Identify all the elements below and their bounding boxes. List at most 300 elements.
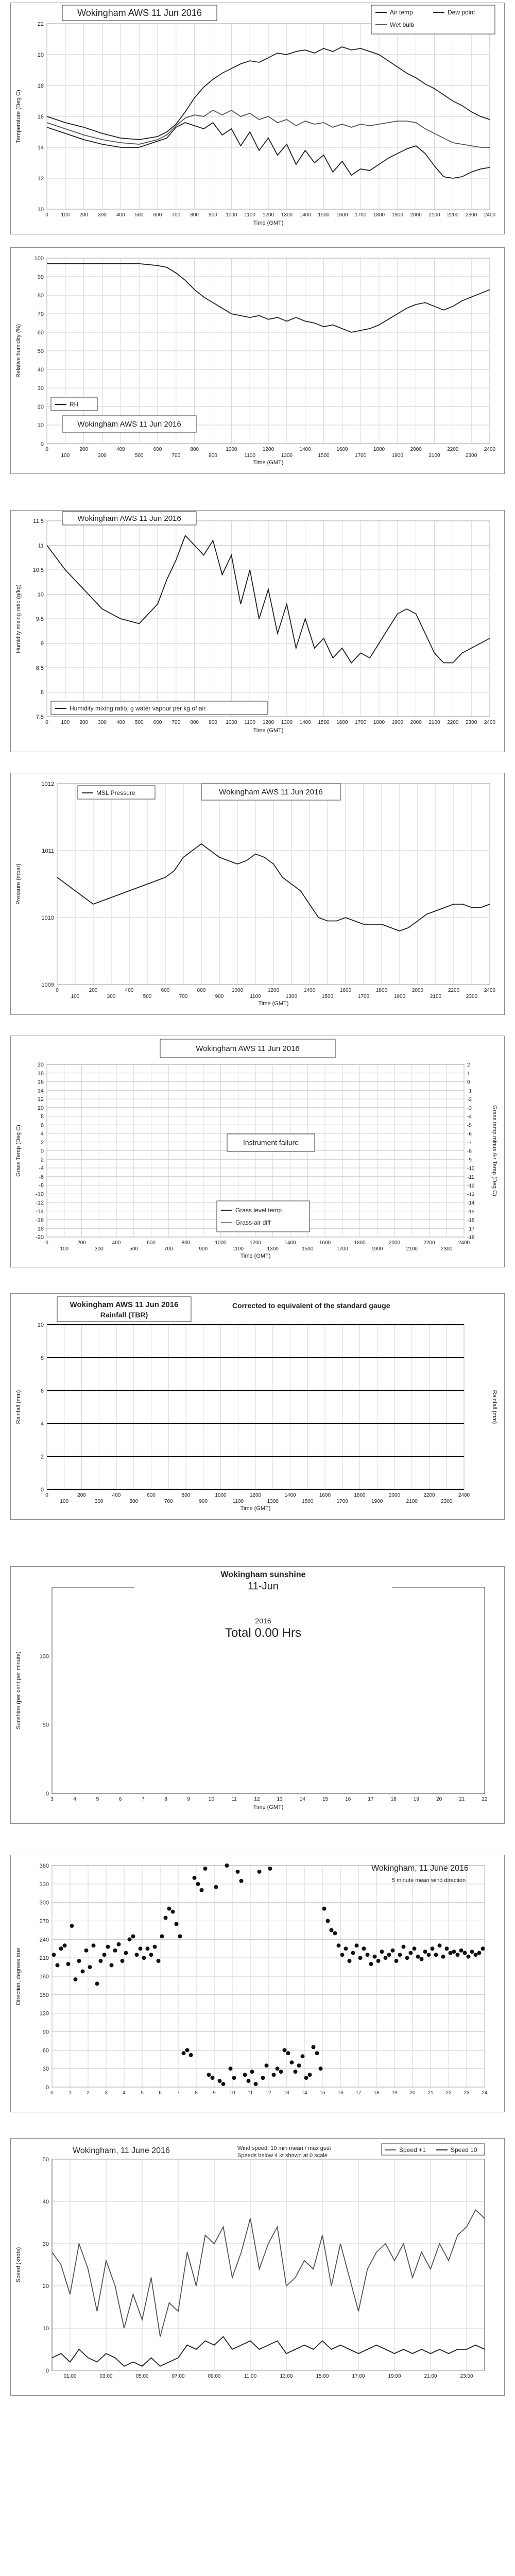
x-tick-label: 100: [61, 453, 70, 459]
wind-direction-point: [348, 1959, 352, 1963]
chart-title: Wokingham AWS 11 Jun 2016: [219, 788, 323, 796]
wind-direction-point: [77, 1959, 81, 1963]
wind-direction-point: [387, 1953, 391, 1957]
y-tick-label: 0: [40, 1148, 44, 1155]
wind-direction-point: [113, 1948, 117, 1953]
x-tick-label: 1300: [267, 1246, 279, 1252]
x-tick-label: 2400: [484, 212, 496, 218]
x-tick-label: 09:00: [208, 2374, 221, 2379]
x-tick-label: 4: [123, 2090, 126, 2096]
x-axis-label: Time (GMT): [253, 727, 284, 734]
x-tick-label: 200: [79, 447, 89, 452]
x-tick-label: 400: [116, 212, 125, 218]
x-tick-label: 4: [73, 1797, 76, 1802]
x-tick-label: 1500: [318, 720, 330, 725]
y-right-tick-label: -9: [467, 1157, 472, 1163]
x-tick-label: 700: [179, 994, 188, 999]
x-tick-label: 1000: [231, 988, 244, 993]
wind-direction-point: [117, 1942, 121, 1946]
wind-direction-point: [459, 1948, 464, 1953]
x-tick-label: 300: [94, 1246, 104, 1252]
wind-direction-point: [258, 1870, 262, 1874]
x-tick-label: 1300: [285, 994, 298, 999]
x-tick-label: 800: [181, 1493, 191, 1498]
x-tick-label: 9: [213, 2090, 216, 2096]
x-tick-label: 12: [254, 1797, 260, 1802]
wind-direction-point: [203, 1867, 208, 1871]
humidity-chart-panel: [10, 247, 505, 474]
wind-direction-point: [326, 1919, 330, 1923]
wind-direction-point: [322, 1907, 327, 1911]
x-tick-label: 1200: [262, 447, 274, 452]
chart-year: 2016: [255, 1617, 271, 1625]
x-tick-label: 200: [79, 212, 89, 218]
y-tick-label: 9.5: [36, 616, 44, 622]
x-tick-label: 1000: [215, 1493, 227, 1498]
wind-direction-point: [88, 1965, 92, 1969]
x-tick-label: 1500: [318, 212, 330, 218]
x-tick-label: 1600: [336, 212, 348, 218]
x-tick-label: 2400: [458, 1493, 470, 1498]
y-right-tick-label: -18: [467, 1235, 475, 1241]
y-right-tick-label: -11: [467, 1174, 474, 1180]
wind-direction-point: [441, 1955, 445, 1959]
y-right-tick-label: -1: [467, 1088, 472, 1094]
y-axis-label: Relative humidity (%): [15, 324, 22, 378]
x-tick-label: 1200: [267, 988, 280, 993]
x-tick-label: 1500: [318, 453, 330, 459]
y-tick-label: 4: [40, 1421, 44, 1427]
mixing-ratio-chart-panel: [10, 510, 505, 752]
y-tick-label: 10: [37, 207, 44, 213]
wind-direction-point: [315, 2051, 319, 2055]
wind-direction-point: [366, 1953, 370, 1957]
x-tick-label: 2000: [410, 212, 422, 218]
sunshine-chart-panel: [10, 1566, 505, 1824]
y-axis-label: Pressure (mbar): [15, 863, 22, 905]
x-tick-label: 1100: [244, 212, 255, 218]
wind-direction-point: [308, 2073, 312, 2077]
x-tick-label: 1400: [284, 1493, 296, 1498]
wind-direction-point: [99, 1959, 103, 1963]
wind-speed-note-2: Speeds below 4 kt shown at 0 scale: [237, 2153, 328, 2159]
wind-direction-point: [142, 1956, 146, 1960]
x-tick-label: 300: [107, 994, 116, 999]
y-tick-label: 30: [42, 2066, 49, 2073]
y-tick-label: 10: [37, 422, 44, 429]
x-tick-label: 300: [94, 1499, 104, 1504]
x-tick-label: 1300: [281, 212, 293, 218]
x-tick-label: 2300: [466, 994, 478, 999]
y-tick-label: 240: [39, 1937, 49, 1943]
wind-direction-point: [211, 2076, 215, 2080]
y-tick-label: 0: [45, 2368, 49, 2374]
x-tick-label: 1700: [357, 994, 370, 999]
x-tick-label: 100: [71, 994, 80, 999]
x-tick-label: 1: [68, 2090, 72, 2096]
y-tick-label: 50: [37, 348, 44, 354]
x-tick-label: 100: [60, 1246, 69, 1252]
y-tick-label: 8: [40, 1355, 44, 1361]
x-tick-label: 10: [229, 2090, 235, 2096]
wind-direction-point: [95, 1981, 99, 1986]
wind-direction-point: [362, 1946, 366, 1951]
y-tick-label: 18: [37, 83, 44, 89]
wind-direction-point: [189, 2053, 193, 2057]
x-tick-label: 2000: [388, 1240, 401, 1246]
wind-direction-point: [200, 1888, 204, 1892]
y-tick-label: 330: [39, 1881, 49, 1888]
x-tick-label: 700: [171, 720, 181, 725]
x-tick-label: 500: [129, 1499, 139, 1504]
wind-direction-point: [153, 1945, 157, 1949]
x-tick-label: 1300: [281, 720, 293, 725]
x-tick-label: 11: [231, 1797, 237, 1802]
wind-direction-point: [420, 1957, 424, 1961]
y-tick-label: -10: [36, 1191, 44, 1198]
x-tick-label: 400: [112, 1493, 121, 1498]
y-tick-label: 360: [39, 1863, 49, 1869]
wind-direction-point: [384, 1956, 388, 1960]
x-tick-label: 1200: [249, 1493, 262, 1498]
grass-temp-chart: [11, 1036, 504, 1267]
x-tick-label: 1100: [244, 720, 255, 725]
y-tick-label: 18: [37, 1070, 44, 1077]
x-tick-label: 1800: [373, 212, 385, 218]
x-tick-label: 1500: [302, 1499, 314, 1504]
y-tick-label: 50: [42, 1722, 49, 1728]
x-tick-label: 21:00: [424, 2374, 437, 2379]
wind-direction-point: [423, 1950, 427, 1954]
x-tick-label: 2100: [428, 453, 440, 459]
legend-mixing-ratio: Humidity mixing ratio, g water vapour per kg of air: [70, 705, 206, 712]
y-tick-label: 50: [42, 2157, 49, 2163]
chart-title: Wokingham, 11 June 2016: [371, 1864, 469, 1873]
y-right-tick-label: 0: [467, 1079, 470, 1086]
y-tick-label: 0: [45, 2084, 49, 2091]
x-tick-label: 1600: [336, 720, 348, 725]
wind-direction-point: [452, 1950, 456, 1954]
x-tick-label: 0: [45, 212, 48, 218]
y-tick-label: 1011: [42, 848, 54, 854]
x-tick-label: 1300: [267, 1499, 279, 1504]
x-tick-label: 2100: [428, 720, 440, 725]
legend-box: [217, 1201, 310, 1232]
wind-direction-point: [380, 1950, 384, 1954]
wind-direction-point: [81, 1969, 85, 1973]
x-tick-label: 1700: [336, 1246, 348, 1252]
y-tick-label: -4: [39, 1165, 44, 1172]
y-tick-label: 12: [37, 176, 44, 182]
x-tick-label: 2300: [441, 1246, 453, 1252]
chart-title: Wokingham sunshine: [220, 1570, 306, 1579]
x-tick-label: 1700: [355, 720, 367, 725]
x-tick-label: 1100: [232, 1246, 244, 1252]
x-tick-label: 1100: [232, 1499, 244, 1504]
wind-direction-point: [102, 1953, 107, 1957]
wind-direction-point: [254, 2082, 258, 2086]
wind-direction-point: [66, 1962, 71, 1966]
x-tick-label: 700: [164, 1246, 173, 1252]
y-tick-label: 20: [42, 2283, 49, 2290]
x-tick-label: 1600: [319, 1493, 331, 1498]
y-tick-label: 0: [45, 1791, 49, 1797]
x-tick-label: 200: [89, 988, 98, 993]
x-tick-label: 18: [390, 1797, 397, 1802]
x-tick-label: 19: [413, 1797, 419, 1802]
x-tick-label: 13: [277, 1797, 283, 1802]
wind-direction-point: [272, 2073, 276, 2077]
y-right-tick-label: -17: [467, 1226, 475, 1232]
y-tick-label: 12: [37, 1096, 44, 1103]
x-tick-label: 17: [368, 1797, 374, 1802]
x-tick-label: 16: [345, 1797, 351, 1802]
x-tick-label: 700: [171, 212, 181, 218]
y-tick-label: 180: [39, 1974, 49, 1980]
y-tick-label: 11.5: [33, 518, 44, 524]
x-tick-label: 11:00: [244, 2374, 257, 2379]
x-tick-label: 0: [56, 988, 59, 993]
y-right-tick-label: -5: [467, 1123, 472, 1129]
y-tick-label: -16: [36, 1217, 44, 1224]
y-tick-label: 11: [38, 543, 44, 549]
chart-subtitle: 5 minute mean wind direction: [392, 1877, 466, 1884]
x-tick-label: 400: [112, 1240, 121, 1246]
x-tick-label: 5: [96, 1797, 99, 1802]
x-tick-label: 900: [209, 720, 217, 725]
x-tick-label: 1900: [371, 1499, 383, 1504]
wind-direction-point: [221, 2082, 226, 2086]
x-tick-label: 0: [45, 1240, 48, 1246]
y-tick-label: 70: [37, 311, 44, 317]
wind-direction-point: [207, 2073, 211, 2077]
x-tick-label: 17:00: [352, 2374, 365, 2379]
x-tick-label: 1000: [226, 212, 237, 218]
x-tick-label: 500: [143, 994, 152, 999]
x-tick-label: 23:00: [460, 2374, 473, 2379]
x-tick-label: 0: [45, 720, 48, 725]
y-tick-label: 2: [40, 1454, 44, 1460]
x-tick-label: 1000: [215, 1240, 227, 1246]
y-tick-label: 0: [40, 441, 44, 447]
wind-direction-point: [185, 2048, 190, 2052]
x-tick-label: 2100: [428, 212, 440, 218]
wind-direction-point: [265, 2063, 269, 2067]
x-tick-label: 16: [337, 2090, 344, 2096]
wind-direction-point: [84, 1948, 89, 1953]
wind-direction-point: [427, 1953, 431, 1957]
wind-direction-point: [92, 1943, 96, 1947]
grass-temp-chart-panel: [10, 1036, 505, 1267]
y-right-tick-label: -6: [467, 1131, 472, 1137]
y-right-tick-label: 1: [467, 1071, 470, 1077]
x-tick-label: 1400: [303, 988, 316, 993]
y-tick-label: 20: [37, 1062, 44, 1068]
wind-direction-point: [239, 1879, 244, 1883]
wind-direction-chart: [11, 1855, 504, 2112]
y-right-tick-label: 2: [467, 1062, 470, 1068]
chart-subtitle: 11-Jun: [248, 1581, 279, 1592]
y-tick-label: 0: [40, 1487, 44, 1493]
y-tick-label: 40: [42, 2199, 49, 2205]
x-tick-label: 500: [134, 720, 144, 725]
x-tick-label: 200: [79, 720, 89, 725]
wind-direction-point: [59, 1946, 63, 1951]
y-tick-label: 16: [37, 114, 44, 120]
y-tick-label: 210: [39, 1955, 49, 1962]
x-tick-label: 6: [118, 1797, 122, 1802]
y-tick-label: 30: [37, 385, 44, 392]
y-axis-label: Grass Temp (Deg C): [15, 1125, 22, 1177]
y-tick-label: 20: [37, 52, 44, 58]
wind-direction-point: [456, 1953, 460, 1957]
legend-speed-plus-1: Speed +1: [399, 2146, 426, 2154]
x-tick-label: 2000: [388, 1493, 401, 1498]
wind-direction-point: [431, 1946, 435, 1951]
y-axis-label: Direction, degrees true: [15, 1947, 22, 2005]
x-tick-label: 15: [322, 1797, 329, 1802]
x-tick-label: 13: [283, 2090, 289, 2096]
x-tick-label: 600: [153, 447, 162, 452]
x-tick-label: 300: [98, 212, 107, 218]
legend-grass-level-temp: Grass level temp: [235, 1207, 282, 1214]
x-tick-label: 1200: [262, 212, 274, 218]
wind-direction-point: [182, 2051, 186, 2055]
wind-direction-point: [394, 1959, 399, 1963]
wind-direction-point: [463, 1951, 467, 1955]
wind-direction-point: [398, 1953, 402, 1957]
wind-direction-point: [301, 2054, 305, 2058]
y-tick-label: 2: [40, 1139, 44, 1146]
wind-direction-point: [286, 2051, 290, 2055]
x-tick-label: 900: [209, 453, 217, 459]
wind-direction-point: [70, 1924, 74, 1928]
y-tick-label: 9: [40, 640, 44, 647]
x-tick-label: 1400: [299, 720, 311, 725]
y-right-tick-label: -3: [467, 1105, 472, 1111]
y-axis-label: Rainfall (mm): [15, 1390, 22, 1424]
y-tick-label: -20: [36, 1234, 44, 1241]
y-tick-label: -12: [36, 1200, 44, 1206]
x-tick-label: 1800: [373, 720, 385, 725]
y-tick-label: 4: [40, 1131, 44, 1137]
wind-direction-point: [157, 1959, 161, 1963]
y-right-tick-label: -13: [467, 1192, 475, 1198]
wind-direction-point: [297, 2063, 301, 2067]
x-tick-label: 0: [50, 2090, 54, 2096]
wind-direction-point: [449, 1951, 453, 1955]
wind-direction-point: [171, 1910, 175, 1914]
wind-direction-point: [236, 1870, 240, 1874]
y-right-tick-label: -12: [467, 1183, 475, 1189]
x-tick-label: 1300: [281, 453, 293, 459]
x-tick-label: 07:00: [171, 2374, 185, 2379]
temperature-chart: [11, 3, 504, 234]
y-tick-label: 8.5: [36, 665, 44, 671]
x-tick-label: 8: [164, 1797, 167, 1802]
x-tick-label: 2000: [410, 447, 422, 452]
wind-speed-note: Wind speed: 10 min mean / max gust: [237, 2145, 331, 2151]
y-tick-label: 150: [39, 1992, 49, 1998]
x-tick-label: 0: [45, 447, 48, 452]
wind-direction-point: [175, 1922, 179, 1926]
chart-title: Wokingham AWS 11 Jun 2016: [77, 514, 181, 523]
x-tick-label: 2200: [447, 720, 459, 725]
y-axis-label: Speed (knots): [15, 2247, 22, 2283]
chart-title: Wokingham, 11 June 2016: [73, 2146, 170, 2155]
legend-dew-point: Dew point: [448, 9, 475, 16]
x-tick-label: 03:00: [99, 2374, 113, 2379]
x-tick-label: 3: [50, 1797, 54, 1802]
y-tick-label: -6: [39, 1174, 44, 1180]
y-tick-label: 40: [37, 367, 44, 373]
x-tick-label: 1000: [226, 447, 237, 452]
x-tick-label: 2000: [411, 988, 424, 993]
y-tick-label: 6: [40, 1388, 44, 1394]
x-tick-label: 05:00: [135, 2374, 149, 2379]
wind-direction-point: [63, 1943, 67, 1947]
wind-direction-point: [333, 1931, 337, 1935]
wind-direction-point: [304, 2076, 308, 2080]
x-axis-label: Time (GMT): [253, 220, 284, 226]
x-tick-label: 18: [373, 2090, 380, 2096]
x-tick-label: 2300: [466, 212, 477, 218]
x-tick-label: 20: [436, 1797, 442, 1802]
wind-direction-point: [340, 1953, 345, 1957]
x-tick-label: 1900: [371, 1246, 383, 1252]
legend-air-temp: Air temp: [390, 9, 413, 16]
wind-direction-point: [344, 1946, 348, 1951]
wind-speed-chart: [11, 2139, 504, 2395]
pressure-chart: [11, 773, 504, 1014]
x-tick-label: 2300: [441, 1499, 453, 1504]
x-tick-label: 600: [153, 212, 162, 218]
x-axis-label: Time (GMT): [240, 1505, 271, 1512]
wind-direction-point: [391, 1948, 395, 1953]
x-tick-label: 500: [129, 1246, 139, 1252]
x-tick-label: 100: [60, 1499, 69, 1504]
x-tick-label: 2100: [406, 1499, 418, 1504]
y-tick-label: 100: [34, 256, 44, 262]
wind-direction-point: [294, 2070, 298, 2074]
y-right-tick-label: -10: [467, 1166, 475, 1172]
x-tick-label: 1700: [355, 453, 367, 459]
wind-direction-point: [146, 1946, 150, 1951]
x-tick-label: 11: [247, 2090, 253, 2096]
wind-direction-point: [160, 1934, 164, 1938]
x-tick-label: 200: [77, 1240, 86, 1246]
wind-direction-point: [373, 1955, 377, 1959]
x-tick-label: 800: [190, 447, 199, 452]
x-tick-label: 5: [141, 2090, 144, 2096]
wind-direction-point: [229, 2066, 233, 2071]
wind-direction-point: [312, 2045, 316, 2049]
x-tick-label: 17: [355, 2090, 362, 2096]
x-tick-label: 9: [187, 1797, 191, 1802]
x-tick-label: 300: [98, 720, 107, 725]
x-tick-label: 1400: [299, 447, 311, 452]
x-tick-label: 600: [147, 1240, 156, 1246]
x-tick-label: 1400: [284, 1240, 296, 1246]
legend-wet-bulb: Wet bulb: [390, 21, 415, 28]
wind-direction-point: [477, 1951, 482, 1955]
y-tick-label: 80: [37, 293, 44, 299]
y-tick-label: 300: [39, 1900, 49, 1906]
wind-direction-point: [445, 1946, 449, 1951]
y-tick-label: 22: [37, 21, 44, 27]
legend-grass-air-diff: Grass-air diff: [235, 1219, 271, 1226]
wind-direction-point: [225, 1863, 229, 1868]
